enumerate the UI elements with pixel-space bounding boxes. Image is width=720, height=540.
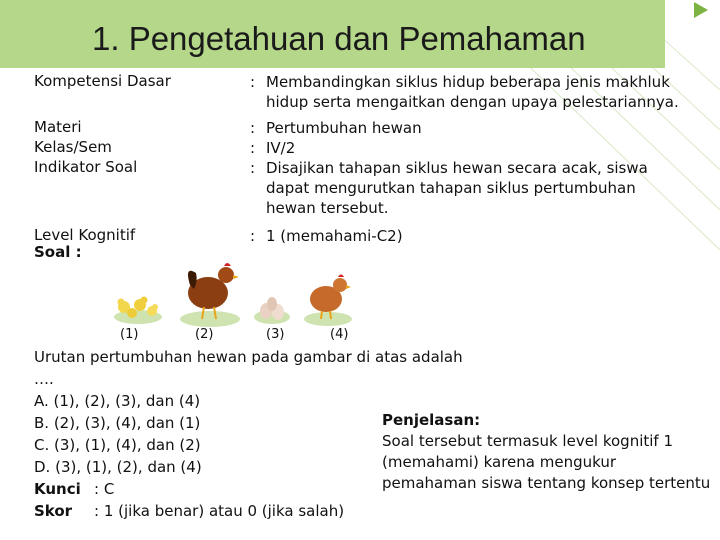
colon: : — [250, 73, 256, 91]
option-a: A. (1), (2), (3), dan (4) — [34, 392, 201, 410]
question-blank: …. — [34, 370, 54, 388]
kelas-value: IV/2 — [266, 139, 296, 157]
kunci-label: Kunci — [34, 480, 81, 498]
slide-title: 1. Pengetahuan dan Pemahaman — [92, 20, 586, 57]
materi-value: Pertumbuhan hewan — [266, 119, 422, 137]
option-b: B. (2), (3), (4), dan (1) — [34, 414, 201, 432]
eggs-image — [254, 297, 290, 324]
explanation-text: Soal tersebut termasuk level kognitif 1 (memahami) karena mengukur pemahaman siswa tentang konsep tertentu — [382, 432, 711, 492]
indikator-value-row — [250, 158, 680, 218]
skor-value: : 1 (jika benar) atau 0 (jika salah) — [94, 502, 345, 520]
chicken-life-cycle-illustration — [100, 255, 400, 345]
skor-row — [34, 500, 364, 522]
indikator-value: Disajikan tahapan siklus hewan secara acak, siswa dapat mengurutkan tahapan siklus pertumbuhan hewan tersebut. — [266, 159, 648, 217]
level-label: Level Kognitif — [34, 226, 136, 244]
kelas-value-row — [250, 138, 710, 158]
hen-image — [180, 263, 240, 327]
kelas-label: Kelas/Sem — [34, 138, 112, 156]
figure-label-4: (4) — [330, 327, 349, 342]
colon: : — [250, 227, 256, 245]
kunci-row — [34, 478, 364, 500]
question-stem: Urutan pertumbuhan hewan pada gambar di atas adalah — [34, 348, 463, 366]
indikator-label: Indikator Soal — [34, 158, 138, 176]
kd-value-row — [250, 72, 710, 112]
chicks-image — [114, 297, 162, 325]
materi-label: Materi — [34, 118, 82, 136]
young-chicken-image — [304, 275, 352, 327]
title-band — [0, 0, 665, 68]
figure-label-1: (1) — [120, 327, 139, 342]
level-value: 1 (memahami-C2) — [266, 227, 403, 245]
kunci-value: : C — [94, 480, 115, 498]
figure-label-2: (2) — [195, 327, 214, 342]
kd-label: Kompetensi Dasar — [34, 72, 171, 90]
colon: : — [250, 139, 256, 157]
triangle-arrow-icon — [690, 0, 710, 20]
figure-label-3: (3) — [266, 327, 285, 342]
materi-value-row — [250, 118, 710, 138]
colon: : — [250, 119, 256, 137]
soal-label: Soal : — [34, 243, 82, 261]
kd-value: Membandingkan siklus hidup beberapa jenis makhluk hidup serta mengaitkan dengan upaya pelestariannya. — [266, 73, 679, 111]
option-d: D. (3), (1), (2), dan (4) — [34, 458, 202, 476]
skor-label: Skor — [34, 502, 73, 520]
option-c: C. (3), (1), (4), dan (2) — [34, 436, 201, 454]
explanation-heading: Penjelasan: — [382, 411, 481, 429]
explanation-block — [382, 410, 712, 494]
colon: : — [250, 159, 256, 177]
level-value-row — [250, 226, 710, 246]
